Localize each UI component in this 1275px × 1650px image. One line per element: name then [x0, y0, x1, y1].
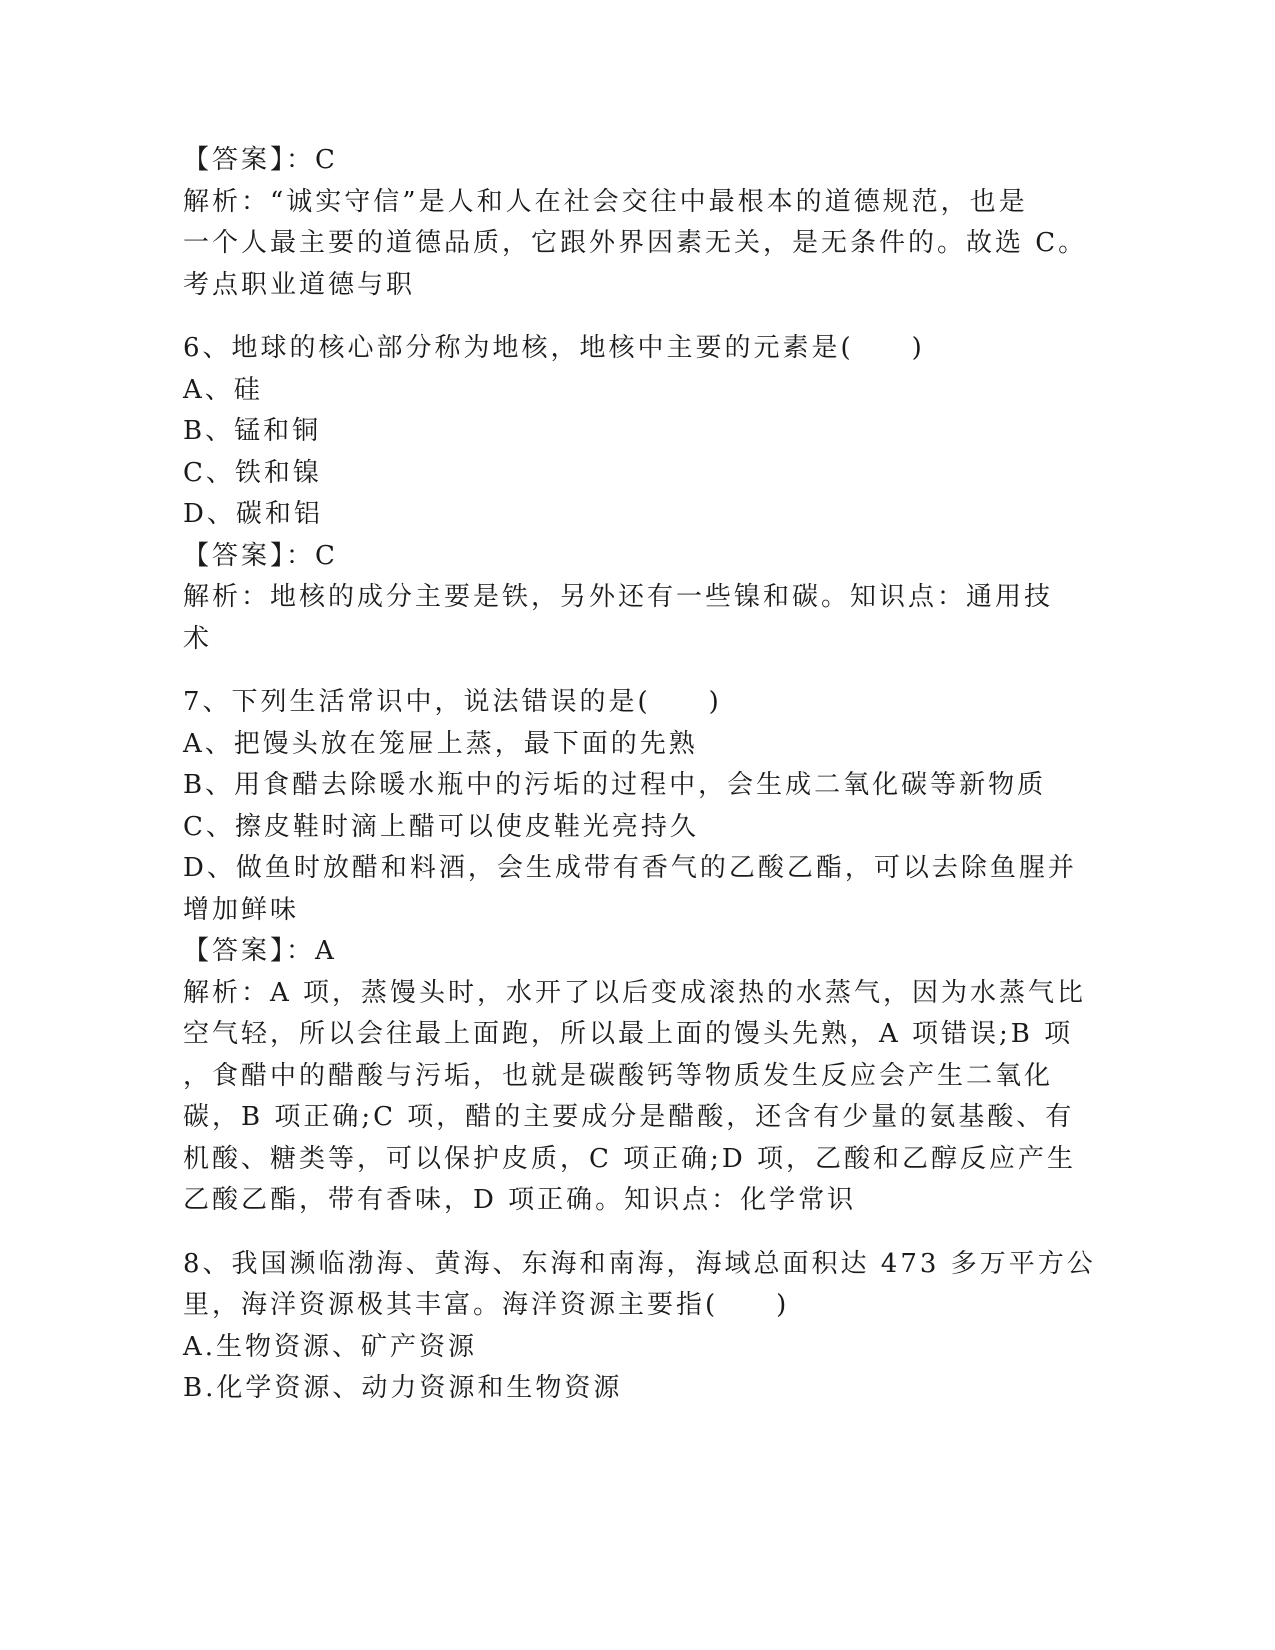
answer-line: 【答案】：C	[183, 145, 338, 175]
question-8	[183, 1244, 1096, 1410]
analysis-line: 考点职业道德与职	[183, 269, 416, 300]
analysis-line: 一个人最主要的道德品质，它跟外界因素无关，是无条件的。故选 C。	[183, 228, 1088, 258]
analysis-line: ，食醋中的醋酸与污垢，也就是碳酸钙等物质发生反应会产生二氧化	[183, 1060, 1054, 1091]
question-6	[183, 328, 1083, 660]
answer-line: 【答案】：A	[183, 936, 337, 966]
question-stem: 6、地球的核心部分称为地核，地核中主要的元素是( )	[183, 333, 925, 363]
option-b: B、锰和铜	[183, 416, 322, 446]
analysis-line: 乙酸乙酯，带有香味，D 项正确。知识点：化学常识	[183, 1185, 857, 1215]
option-d: D、碳和铝	[183, 499, 323, 529]
option-a: A、硅	[183, 374, 263, 405]
answer-line: 【答案】：C	[183, 540, 338, 571]
analysis-line: 解析：A 项，蒸馒头时，水开了以后变成滚热的水蒸气，因为水蒸气比	[183, 977, 1087, 1008]
analysis-line: 空气轻，所以会往最上面跑，所以最上面的馒头先熟，A 项错误;B 项	[183, 1019, 1074, 1049]
option-d-continued: 增加鲜味	[183, 894, 300, 925]
analysis-line: 术	[183, 623, 213, 654]
option-b: B.化学资源、动力资源和生物资源	[183, 1373, 623, 1403]
analysis-line: 碳，B 项正确;C 项，醋的主要成分是醋酸，还含有少量的氨基酸、有	[183, 1102, 1075, 1132]
option-a: A.生物资源、矿产资源	[183, 1331, 478, 1362]
analysis-line: 解析：地核的成分主要是铁，另外还有一些镍和碳。知识点：通用技	[183, 582, 1054, 612]
option-c: C、擦皮鞋时滴上醋可以使皮鞋光亮持久	[183, 811, 699, 842]
analysis-line: 解析：“诚实守信”是人和人在社会交往中最根本的道德规范，也是	[183, 186, 1028, 217]
option-a: A、把馒头放在笼屉上蒸，最下面的先熟	[183, 728, 698, 759]
prev-question-block	[183, 140, 1088, 306]
option-d: D、做鱼时放醋和料酒，会生成带有香气的乙酸乙酯，可以去除鱼腥并	[183, 853, 1077, 883]
question-stem: 7、下列生活常识中，说法错误的是( )	[183, 687, 722, 717]
document-page	[183, 140, 1096, 1410]
question-stem-continued: 里，海洋资源极其丰富。海洋资源主要指( )	[183, 1290, 790, 1320]
question-7	[183, 682, 1087, 1222]
question-stem: 8、我国濒临渤海、黄海、东海和南海，海域总面积达 473 多万平方公	[183, 1248, 1096, 1279]
option-b: B、用食醋去除暖水瓶中的污垢的过程中，会生成二氧化碳等新物质	[183, 770, 1047, 800]
analysis-line: 机酸、糖类等，可以保护皮质，C 项正确;D 项，乙酸和乙醇反应产生	[183, 1143, 1077, 1174]
option-c: C、铁和镍	[183, 457, 322, 488]
